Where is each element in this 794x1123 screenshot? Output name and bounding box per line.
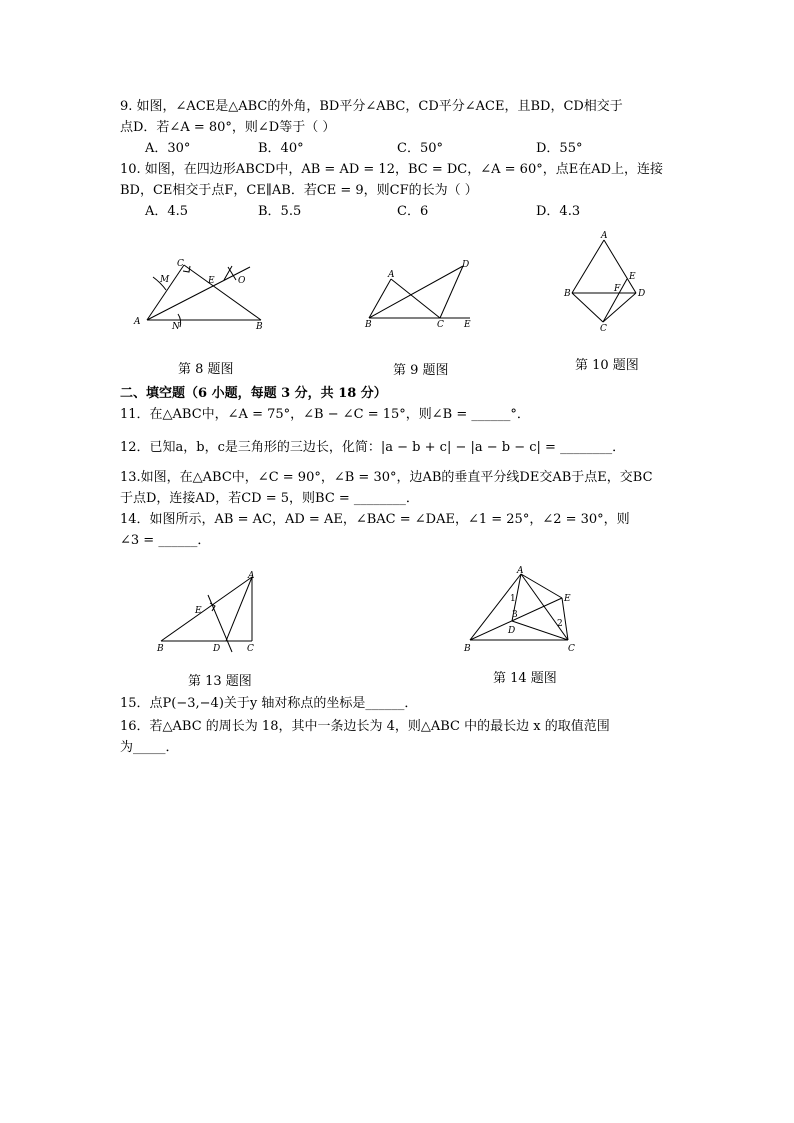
- fig8-label-a: A: [134, 317, 141, 327]
- fig14-caption: 第 14 题图: [493, 671, 557, 686]
- fig13-label-d: D: [213, 644, 221, 654]
- fig14-label-2: 2: [557, 619, 563, 629]
- q9-option-d: D．55°: [536, 141, 583, 156]
- q9-line1: 9. 如图，∠ACE是△ABC的外角，BD平分∠ABC，CD平分∠ACE，且BD，CD相交于: [120, 99, 623, 114]
- figure-10: [560, 230, 650, 335]
- fig9-segment-ac: [391, 279, 440, 318]
- fig10-label-e: E: [629, 272, 636, 282]
- q9-option-b: B．40°: [258, 141, 304, 156]
- fig13-segment-ab: [161, 577, 252, 641]
- fig8-arc-o: [224, 266, 236, 280]
- q10-option-c: C．6: [397, 204, 429, 219]
- q12-text: 12．已知a，b，c是三角形的三边长，化简：|a − b + c| − |a − b − c| = ________．: [120, 440, 626, 455]
- q10-line2: BD，CE相交于点F，CE∥AB．若CE = 9，则CF的长为（ ）: [120, 183, 478, 198]
- fig9-label-a: A: [388, 270, 395, 280]
- fig13-label-e: E: [195, 606, 202, 616]
- fig8-segment-ac: [147, 265, 184, 320]
- fig8-label-e: E: [208, 276, 215, 286]
- fig13-label-a: A: [248, 571, 255, 581]
- figure-9: [360, 255, 480, 335]
- q13-line2: 于点D，连接AD，若CD = 5，则BC = ________．: [120, 491, 419, 506]
- fig10-label-d: D: [638, 289, 646, 299]
- fig8-label-o: O: [238, 276, 246, 286]
- fig10-segment-cd: [603, 293, 636, 322]
- q16-line2: 为_____．: [120, 740, 179, 755]
- fig10-caption: 第 10 题图: [575, 358, 639, 373]
- q9-line2: 点D．若∠A = 80°，则∠D等于（ ）: [120, 120, 336, 135]
- fig9-caption: 第 9 题图: [393, 363, 449, 378]
- fig10-label-f: F: [614, 284, 621, 294]
- fig13-label-b: B: [157, 644, 164, 654]
- fig9-label-c: C: [437, 320, 444, 330]
- q10-option-a: A．4.5: [145, 204, 189, 219]
- q11-text: 11．在△ABC中，∠A = 75°，∠B − ∠C = 15°，则∠B = ______°．: [120, 407, 530, 422]
- fig8-segment-cb: [184, 265, 261, 320]
- section-heading-fill-in: 二、填空题（6 小题，每题 3 分，共 18 分）: [120, 386, 387, 401]
- fig14-label-1: 1: [510, 594, 516, 604]
- fig9-segment-dc: [440, 266, 463, 318]
- figure-13: [155, 565, 270, 660]
- fig9-label-e: E: [464, 320, 471, 330]
- fig9-label-d: D: [462, 260, 470, 270]
- fig14-label-b: B: [464, 644, 471, 654]
- fig14-label-d: D: [508, 626, 516, 636]
- q15-text: 15．点P(−3,−4)关于y 轴对称点的坐标是______．: [120, 696, 418, 711]
- fig8-caption: 第 8 题图: [178, 362, 234, 377]
- fig10-label-b: B: [564, 289, 571, 299]
- fig8-label-c: C: [177, 259, 184, 269]
- fig14-label-3: 3: [512, 610, 518, 620]
- fig14-segment-ae: [521, 574, 562, 598]
- fig8-label-n: N: [172, 322, 180, 332]
- fig10-segment-bc: [572, 293, 603, 322]
- fig9-label-b: B: [365, 320, 372, 330]
- figure-14: [460, 565, 590, 660]
- q14-line2: ∠3 = ______．: [120, 533, 211, 548]
- q10-line1: 10. 如图，在四边形ABCD中，AB = AD = 12，BC = DC，∠A = 60°，点E在AD上，连接: [120, 162, 664, 177]
- figure-8: [120, 250, 270, 340]
- fig14-segment-ac: [521, 574, 568, 640]
- q9-option-c: C．50°: [397, 141, 443, 156]
- fig8-label-b: B: [256, 322, 263, 332]
- q9-option-a: A．30°: [145, 141, 191, 156]
- fig14-label-c: C: [568, 644, 575, 654]
- fig13-label-c: C: [247, 644, 254, 654]
- fig10-label-c: C: [600, 324, 607, 334]
- fig13-caption: 第 13 题图: [188, 674, 252, 689]
- fig8-label-m: M: [160, 275, 170, 285]
- fig14-label-e: E: [564, 594, 571, 604]
- fig10-label-a: A: [601, 231, 608, 241]
- fig14-label-a: A: [517, 566, 524, 576]
- q13-line1: 13.如图，在△ABC中，∠C = 90°，∠B = 30°，边AB的垂直平分线DE交AB于点E，交BC: [120, 470, 653, 485]
- q14-line1: 14．如图所示，AB = AC，AD = AE，∠BAC = ∠DAE，∠1 = 25°，∠2 = 30°，则: [120, 512, 630, 527]
- fig10-segment-ab: [572, 240, 604, 293]
- q10-option-b: B．5.5: [258, 204, 302, 219]
- q10-option-d: D．4.3: [536, 204, 581, 219]
- q16-line1: 16．若△ABC 的周长为 18，其中一条边长为 4，则△ABC 中的最长边 x 的取值范围: [120, 719, 610, 734]
